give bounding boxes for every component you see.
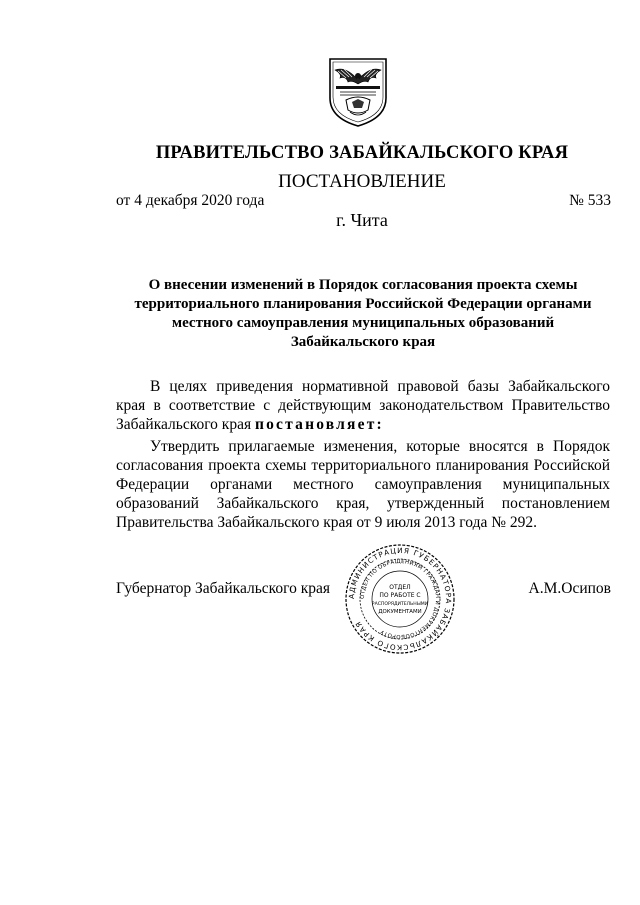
decree-keyword: постановляет: xyxy=(254,416,384,433)
document-city: г. Чита xyxy=(336,210,388,230)
government-title: ПРАВИТЕЛЬСТВО ЗАБАЙКАЛЬСКОГО КРАЯ xyxy=(155,143,569,163)
heading-line: О внесении изменений в Порядок согласования проекта схемы xyxy=(148,277,578,293)
stamp-ring-text: АДМИНИСТРАЦИЯ ГУБЕРНАТОРА ЗАБАЙКАЛЬСКОГО КРАЯ xyxy=(346,545,454,653)
document-heading xyxy=(116,276,610,352)
official-stamp-icon xyxy=(344,543,456,655)
heading-line: местного самоуправления муниципальных образований xyxy=(171,315,555,331)
document-number: № 533 xyxy=(569,192,611,209)
paragraph-resolution xyxy=(116,437,610,532)
stamp-center-line: ПО РАБОТЕ С xyxy=(379,592,421,599)
stamp-inner-ring-text: ОТДЕЛ ПО ОБРАЩЕНИЯМ ГРАЖДАН И ДОКУМЕНТООБОРОТУ xyxy=(359,558,441,640)
coat-of-arms-icon xyxy=(326,56,390,128)
document-date: от 4 декабря 2020 года xyxy=(116,192,265,209)
heading-line: Забайкальского края xyxy=(290,334,436,350)
preamble-text: В целях приведения нормативной правовой базы Забайкальского края в соответствие с действующим законодательством Правительство Забайкальского края xyxy=(116,378,610,433)
signer-name: А.М.Осипов xyxy=(528,580,611,597)
signer-title: Губернатор Забайкальского края xyxy=(116,580,331,597)
resolution-text: Утвердить прилагаемые изменения, которые вносятся в Порядок согласования проекта схемы территориального планирования Российской Федерации органами местного самоуправления муниципальных образований Забайкальского края, утвержденный постановлением Правительства Забайкальского края от 9 июля 2013 года № 292. xyxy=(116,438,610,531)
heading-line: территориального планирования Российской Федерации органами xyxy=(134,296,592,312)
stamp-center-line: ДОКУМЕНТАМИ xyxy=(378,609,422,615)
stamp-center-line: РАСПОРЯДИТЕЛЬНЫМИ xyxy=(371,602,429,607)
stamp-center-line: ОТДЕЛ xyxy=(389,584,411,591)
paragraph-preamble xyxy=(116,377,610,434)
document-type: ПОСТАНОВЛЕНИЕ xyxy=(278,171,446,192)
